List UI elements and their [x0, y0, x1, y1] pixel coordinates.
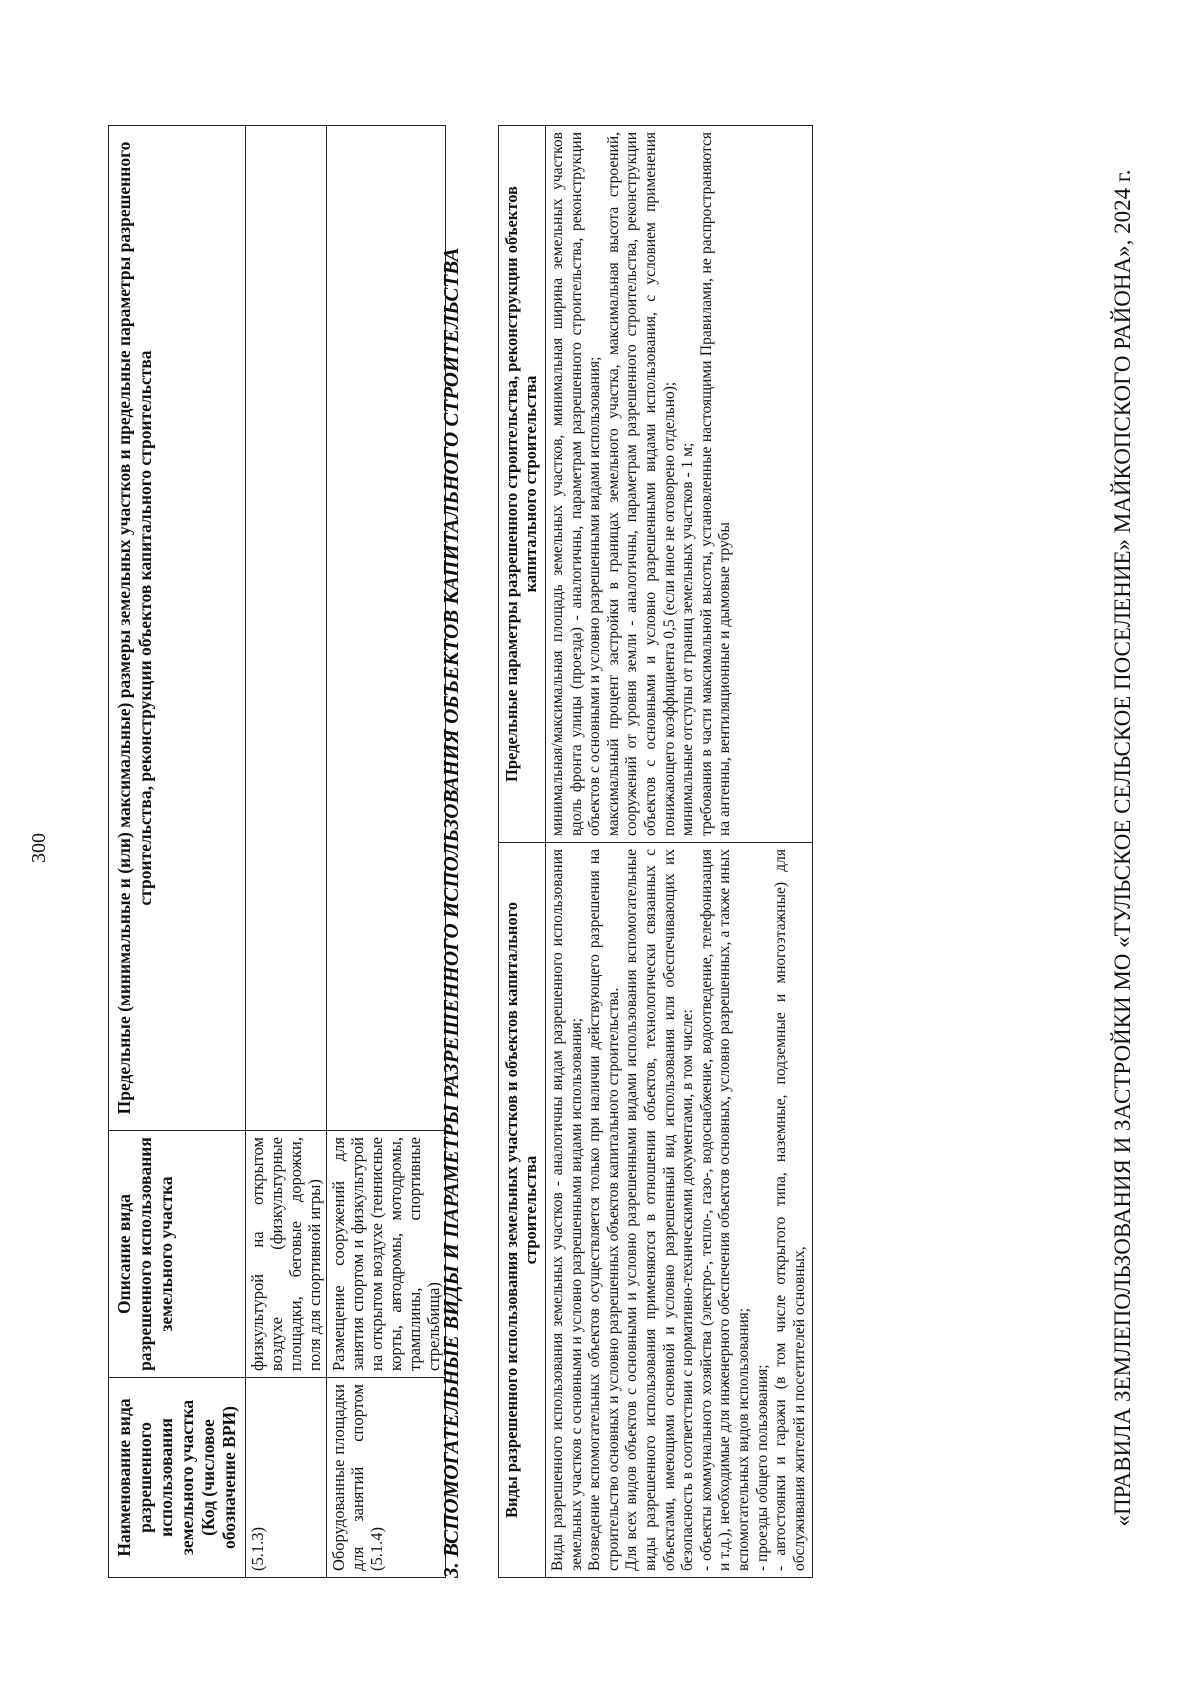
list-item: максимальный процент застройки в границах земельного участка, максимальная высота строений, сооружений от уровня земли - аналогичны, параметрам разрешенного строительства, реконструкции объектов с основными и условно разрешенными видами использования, с условием применения понижающего коэффициента 0,5 (если иное не оговорено отдельно); — [604, 132, 678, 836]
table1-cell-name: (5.1.3) — [246, 1378, 327, 1578]
list-item: Для всех видов объектов с основными и условно разрешенными видами использования вспомогательные виды разрешенного использования применяются в отношении объектов, технологически связанных с объектами, имеющими основной и условно разрешенный вид использования или обеспечивающих их безопасность в соответствии с нормативно-техническими документами, в том числе: — [623, 849, 697, 1571]
table2-header-row — [499, 126, 546, 1578]
table1-cell-limits — [246, 126, 327, 1131]
table1-cell-name: Оборудованные площадки для занятий спортом (5.1.4) — [327, 1378, 446, 1578]
table2-header-params: Предельные параметры разрешенного строительства, реконструкции объектов капитального строительства — [499, 126, 546, 843]
table1-header-description: Описание вида разрешенного использования земельного участка — [109, 1131, 246, 1378]
table1-cell-description: физкультурой на открытом воздухе (физкультурные площадки, беговые дорожки, поля для спортивной игры) — [246, 1131, 327, 1378]
list-item: минимальные отступы от границ земельных участков - 1 м; — [679, 442, 697, 836]
list-item: - автостоянки и гаражи (в том числе открытого типа, наземные, подземные и многоэтажные) для обслуживания жителей и посетителей основных, — [772, 849, 808, 1571]
table2-cell-uses — [546, 843, 813, 1578]
table1-header-name: Наименование вида разрешенного использования земельного участка (Код (числовое обозначение ВРИ) — [109, 1378, 246, 1578]
table1-header-row — [109, 126, 246, 1578]
table1-cell-description: Размещение сооружений для занятия спортом и физкультурой на открытом воздухе (теннисные корты, автодромы, мотодромы, трамплины, спортивные стрельбища) — [327, 1131, 446, 1378]
list-item: Возведение вспомогательных объектов осуществляется только при наличии действующего разрешения на строительство основных и условно разрешенных объектов капитального строительства. — [586, 849, 622, 1571]
page-number: 300 — [28, 833, 50, 863]
table1-cell-limits — [327, 126, 446, 1131]
list-item: минимальная/максимальная площадь земельных участков, минимальная ширина земельных участков вдоль фронта улицы (проезда) - аналогичны, параметрам разрешенного строительства, реконструкции объектов с основными и условно разрешенными видами использования; — [549, 132, 604, 836]
section-heading: 3. ВСПОМОГАТЕЛЬНЫЕ ВИДЫ И ПАРАМЕТРЫ РАЗРЕШЕННОГО ИСПОЛЬЗОВАНИЯ ОБЪЕКТОВ КАПИТАЛЬНОГО СТРОИТЕЛЬСТВА — [439, 247, 463, 1578]
permitted-use-table — [108, 125, 446, 1578]
table1-header-limits: Предельные (минимальные и (или) максимальные) размеры земельных участков и предельные параметры разрешенного строительства, реконструкции объектов капитального строительства — [109, 126, 246, 1131]
list-item: - объекты коммунального хозяйства (электро-, тепло-, газо-, водоснабжение, водоотведение, телефонизация и т.д.), необходимые для инженерного обеспечения объектов основных, условно разрешенных, а также иных вспомогательных видов использования; — [697, 849, 752, 1571]
table-row — [546, 126, 813, 1578]
table2-cell-params — [546, 126, 813, 843]
list-item: Виды разрешенного использования земельных участков - аналогичны видам разрешенного использования земельных участков с основными и условно разрешенными видами использования; — [549, 849, 585, 1571]
document-footer: «ПРАВИЛА ЗЕМЛЕПОЛЬЗОВАНИЯ И ЗАСТРОЙКИ МО «ТУЛЬСКОЕ СЕЛЬСКОЕ ПОСЕЛЕНИЕ» МАЙКОПСКОГО РАЙОНА», 2024 г. — [1110, 169, 1135, 1527]
auxiliary-use-table — [498, 125, 813, 1578]
list-item: требования в части максимальной высоты, установленные настоящими Правилами, не распространяются на антенны, вентиляционные и дымовые трубы — [697, 132, 734, 836]
table-row — [246, 126, 327, 1578]
list-item: - проезды общего пользования; — [753, 1364, 771, 1571]
table-row — [327, 126, 446, 1578]
table2-header-uses: Виды разрешенного использования земельных участков и объектов капитального строительства — [499, 843, 546, 1578]
